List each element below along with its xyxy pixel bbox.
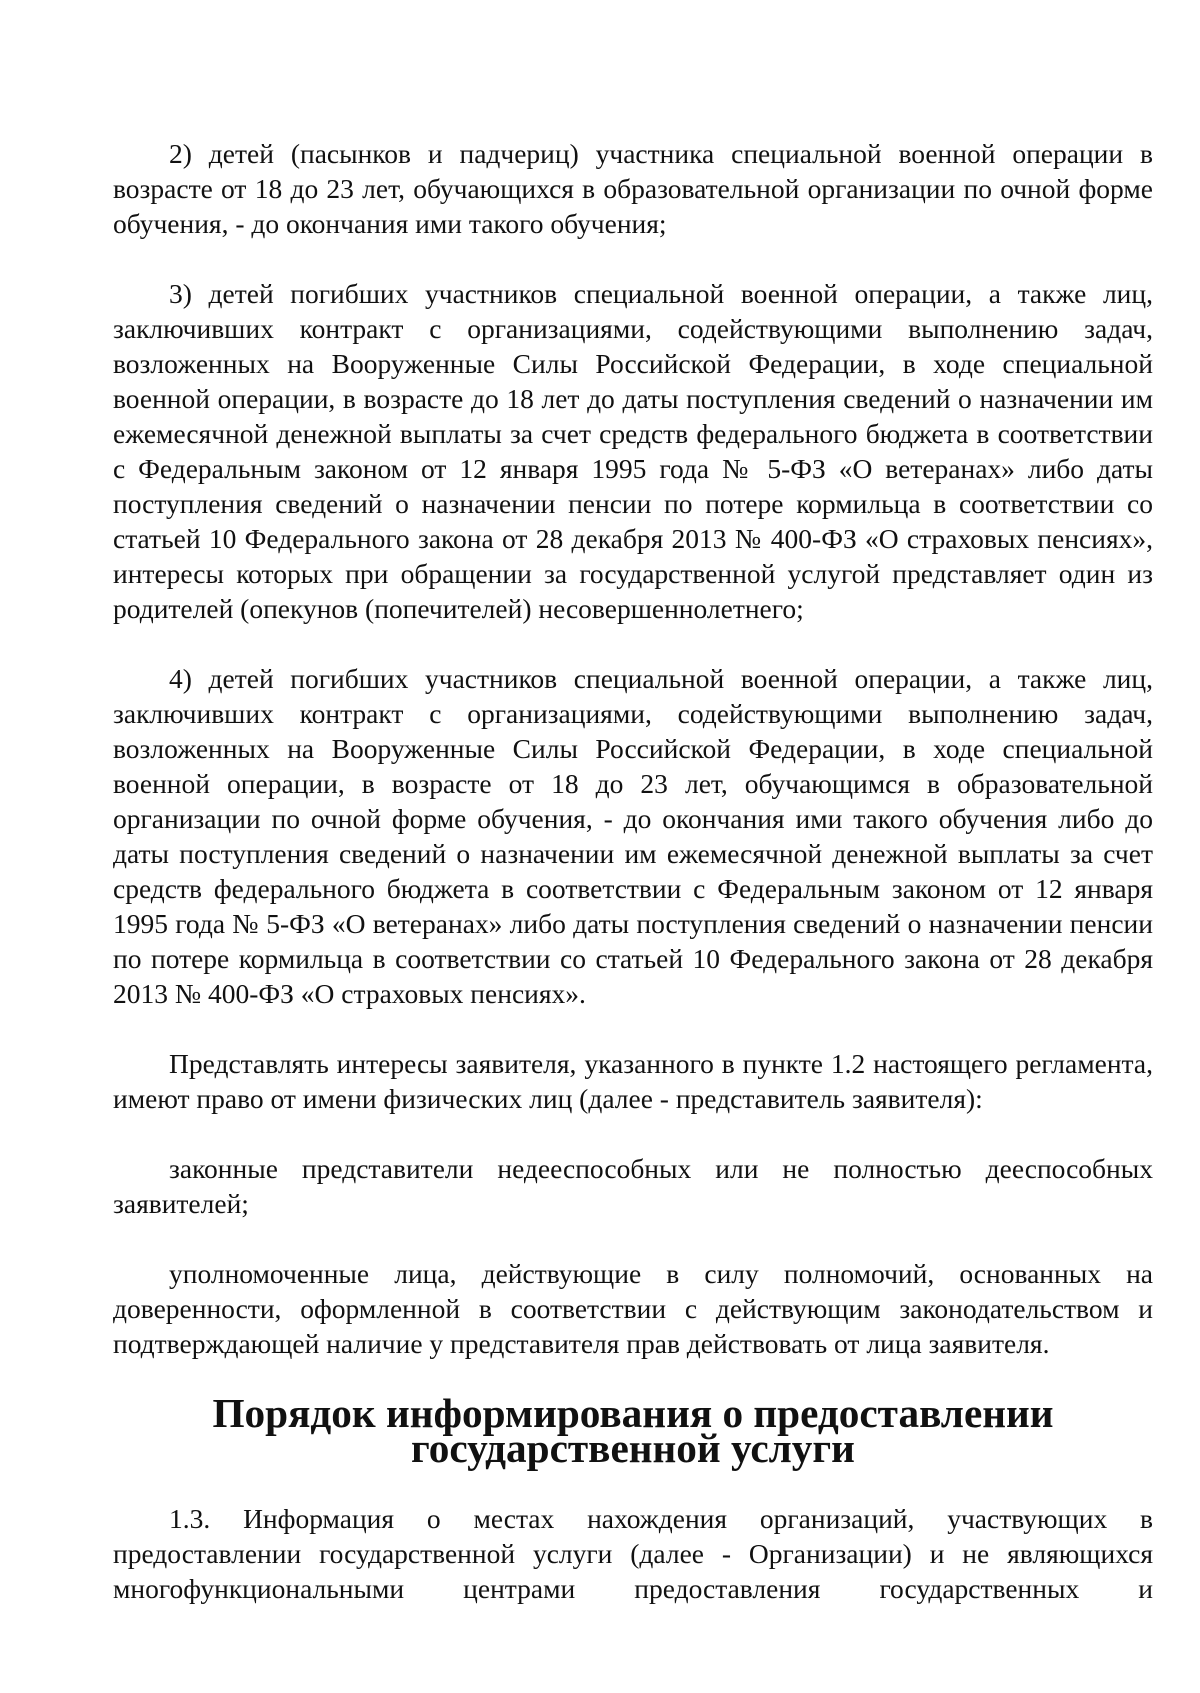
paragraph-item-2: 2) детей (пасынков и падчериц) участника специальной военной операции в возрасте от 18 до 23 лет, обучающихся в образовательной организации по очной форме обучения, - до окончания ими такого обучения; bbox=[113, 138, 1153, 239]
paragraph-1-3: 1.3. Информация о местах нахождения организаций, участвующих в предоставлении государственной услуги (далее - Организации) и не являющихся многофункциональными центрами предоставления государственных и bbox=[113, 1503, 1153, 1604]
section-heading bbox=[113, 1390, 1153, 1471]
section-heading-line-1: Порядок информирования о предоставлении bbox=[212, 1390, 1054, 1436]
paragraph-legal-representatives: законные представители недееспособных или не полностью дееспособных заявителей; bbox=[113, 1153, 1153, 1219]
section-heading-line-2: государственной услуги bbox=[411, 1425, 855, 1471]
document-page bbox=[113, 136, 1153, 1606]
paragraph-item-4: 4) детей погибших участников специальной военной операции, а также лиц, заключивших контракт с организациями, содействующими выполнению задач, возложенных на Вооруженные Силы Российской Федерации, в ходе специальной военной операции, в возрасте от 18 до 23 лет, обучающимся в образовательной организации по очной форме обучения, - до окончания ими такого обучения либо до даты поступления сведений о назначении им ежемесячной денежной выплаты за счет средств федерального бюджета в соответствии с Федеральным законом от 12 января 1995 года № 5-ФЗ «О ветеранах» либо даты поступления сведений о назначении пенсии по потере кормильца в соответствии со статьей 10 Федерального закона от 28 декабря 2013 № 400-ФЗ «О страховых пенсиях». bbox=[113, 663, 1153, 1009]
paragraph-authorized-persons: уполномоченные лица, действующие в силу полномочий, основанных на доверенности, оформленной в соответствии с действующим законодательством и подтверждающей наличие у представителя прав действовать от лица заявителя. bbox=[113, 1258, 1153, 1359]
paragraph-representatives-intro: Представлять интересы заявителя, указанного в пункте 1.2 настоящего регламента, имеют право от имени физических лиц (далее - представитель заявителя): bbox=[113, 1048, 1153, 1114]
paragraph-item-3: 3) детей погибших участников специальной военной операции, а также лиц, заключивших контракт с организациями, содействующими выполнению задач, возложенных на Вооруженные Силы Российской Федерации, в ходе специальной военной операции, в возрасте до 18 лет до даты поступления сведений о назначении им ежемесячной денежной выплаты за счет средств федерального бюджета в соответствии с Федеральным законом от 12 января 1995 года № 5-ФЗ «О ветеранах» либо даты поступления сведений о назначении пенсии по потере кормильца в соответствии со статьей 10 Федерального закона от 28 декабря 2013 № 400-ФЗ «О страховых пенсиях», интересы которых при обращении за государственной услугой представляет один из родителей (опекунов (попечителей) несовершеннолетнего; bbox=[113, 278, 1153, 624]
